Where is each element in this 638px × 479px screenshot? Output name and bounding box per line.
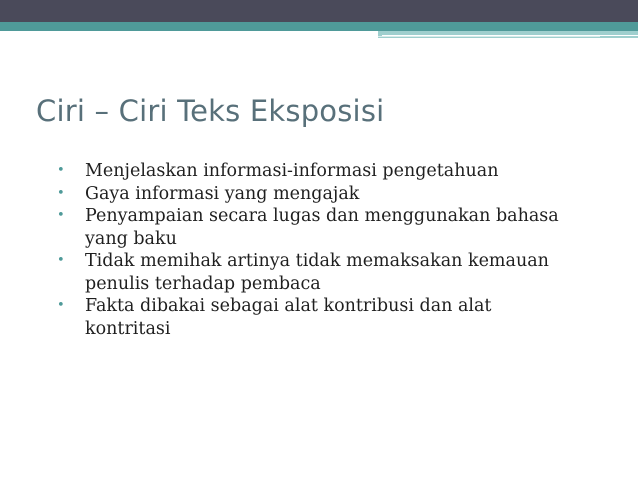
bullet-text: Tidak memihak artinya tidak memaksakan kemauan penulis terhadap pembaca — [85, 251, 549, 294]
bullet-icon: • — [57, 208, 65, 223]
bullet-item — [57, 205, 577, 250]
bullet-text: Menjelaskan informasi-informasi pengetahuan — [85, 161, 499, 181]
accent-band — [0, 22, 638, 31]
bullet-item — [57, 183, 577, 206]
bullet-item — [57, 295, 577, 340]
bullet-item — [57, 250, 577, 295]
accent-divider-long — [0, 36, 600, 37]
bullet-item — [57, 160, 577, 183]
bullet-text: Gaya informasi yang mengajak — [85, 183, 360, 204]
bullet-icon: • — [57, 298, 65, 313]
bullet-list — [57, 160, 577, 340]
bullet-text: Penyampaian secara lugas dan menggunakan bahasa yang baku — [85, 206, 559, 249]
slide-title: Ciri – Ciri Teks Eksposisi — [36, 94, 385, 128]
bullet-text: Fakta dibakai sebagai alat kontribusi dan alat kontritasi — [85, 296, 492, 339]
header-band — [0, 0, 638, 22]
bullet-icon: • — [57, 185, 65, 201]
bullet-icon: • — [57, 253, 65, 268]
bullet-icon: • — [57, 163, 65, 178]
